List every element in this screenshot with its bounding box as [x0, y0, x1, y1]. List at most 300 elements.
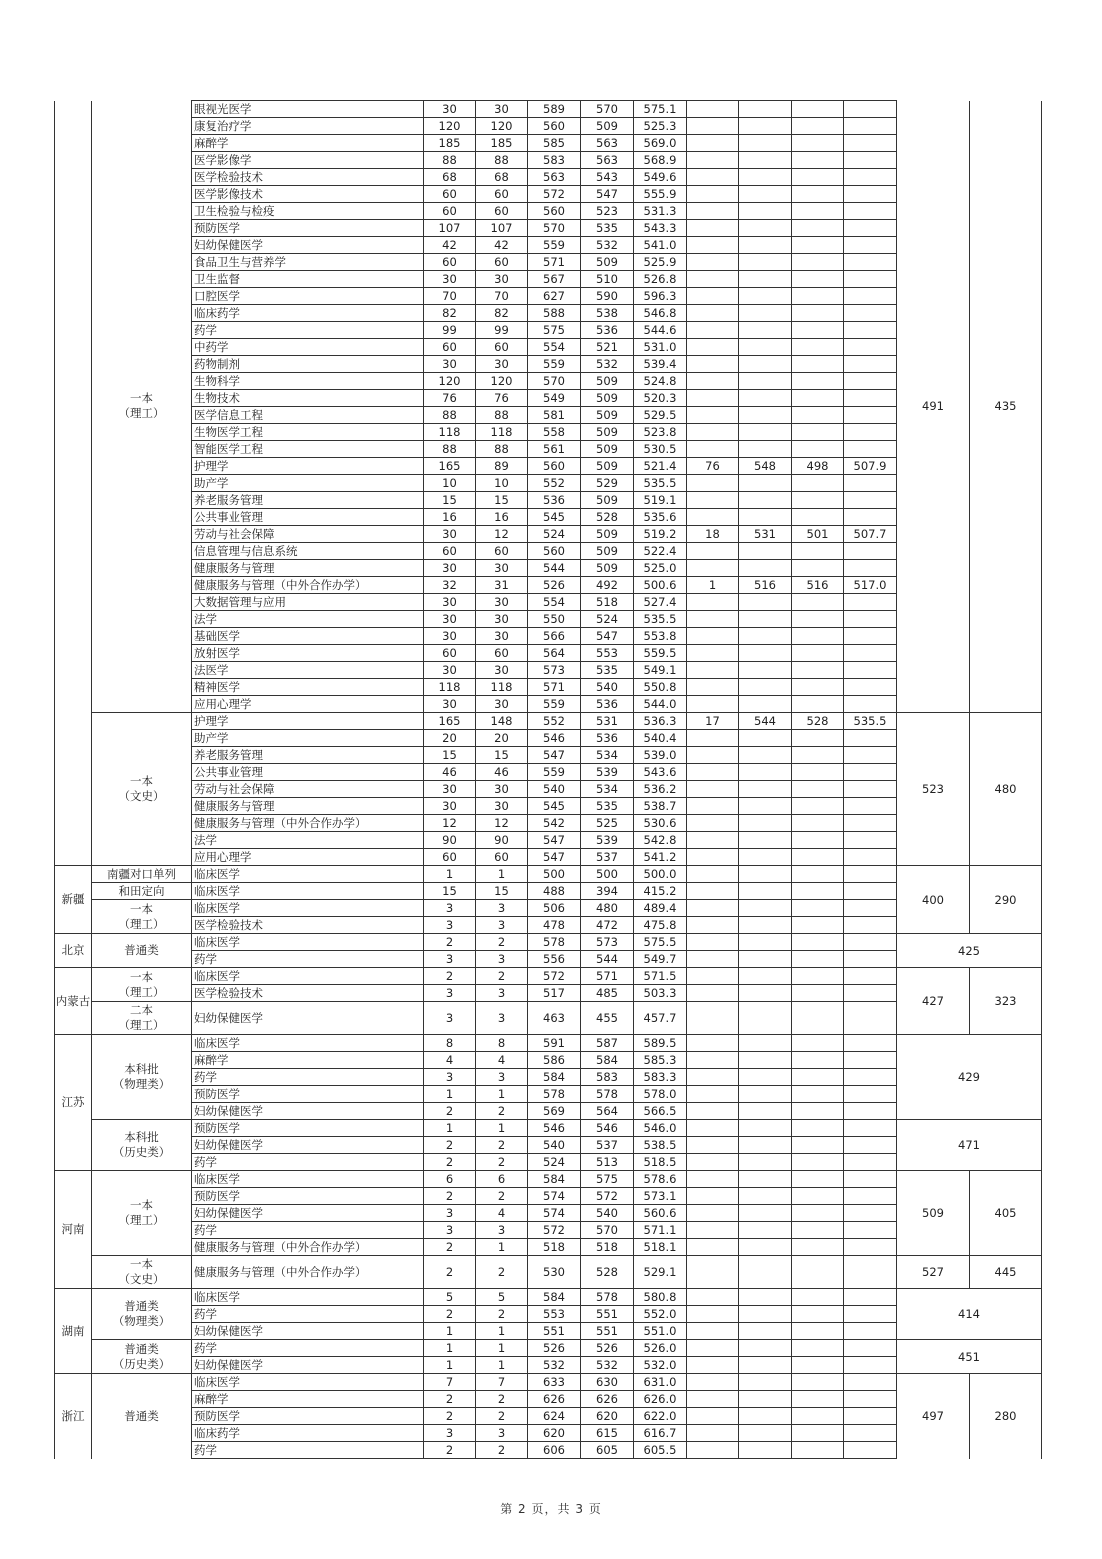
score-cell: 2 [476, 1137, 528, 1154]
score-cell [739, 373, 792, 390]
score-cell [687, 815, 739, 832]
score-cell: 507.7 [844, 526, 897, 543]
major-name: 医学影像学 [192, 152, 424, 169]
score-cell: 566 [528, 628, 581, 645]
score-cell: 517.0 [844, 577, 897, 594]
score-cell [739, 305, 792, 322]
score-cell: 546 [581, 1120, 634, 1137]
score-cell: 30 [424, 594, 476, 611]
score-cell: 591 [528, 1035, 581, 1052]
score-cell: 547 [581, 628, 634, 645]
score-cell [739, 254, 792, 271]
province-cell: 北京 [55, 934, 92, 968]
major-name: 法医学 [192, 662, 424, 679]
score-cell: 518 [528, 1239, 581, 1256]
score-cell: 1 [687, 577, 739, 594]
score-cell [844, 1086, 897, 1103]
major-name: 健康服务与管理（中外合作办学） [192, 1256, 424, 1289]
table-row [55, 815, 1042, 832]
score-cell [739, 169, 792, 186]
table-row [55, 1408, 1042, 1425]
major-name: 助产学 [192, 730, 424, 747]
score-cell [687, 1289, 739, 1306]
major-name: 医学检验技术 [192, 169, 424, 186]
table-row [55, 220, 1042, 237]
score-cell [792, 237, 844, 254]
score-cell [792, 135, 844, 152]
table-row [55, 288, 1042, 305]
score-cell: 60 [476, 849, 528, 866]
score-cell: 583 [528, 152, 581, 169]
score-cell [739, 101, 792, 118]
score-cell [844, 560, 897, 577]
score-cell: 563 [581, 152, 634, 169]
score-cell [739, 186, 792, 203]
province-cell: 新疆 [55, 866, 92, 934]
score-cell [792, 917, 844, 934]
table-row [55, 917, 1042, 934]
score-cell: 8 [476, 1035, 528, 1052]
score-cell: 541.0 [634, 237, 687, 254]
score-cell: 4 [424, 1052, 476, 1069]
score-cell: 513 [581, 1154, 634, 1171]
score-cell [687, 1120, 739, 1137]
score-cell [844, 356, 897, 373]
major-name: 预防医学 [192, 1086, 424, 1103]
score-cell: 6 [476, 1171, 528, 1188]
score-cell: 534 [581, 781, 634, 798]
score-cell: 42 [424, 237, 476, 254]
score-cell [844, 152, 897, 169]
score-cell: 1 [424, 1357, 476, 1374]
score-cell: 528 [581, 509, 634, 526]
score-cell: 535 [581, 798, 634, 815]
score-cell [739, 1374, 792, 1391]
score-cell: 540 [528, 1137, 581, 1154]
score-cell [687, 798, 739, 815]
score-cell [792, 475, 844, 492]
score-cell [687, 186, 739, 203]
score-cell: 509 [581, 254, 634, 271]
score-cell [792, 118, 844, 135]
major-name: 法学 [192, 611, 424, 628]
major-name: 养老服务管理 [192, 747, 424, 764]
control-line-cell: 425 [897, 934, 1042, 968]
score-cell: 30 [476, 356, 528, 373]
score-cell: 120 [424, 118, 476, 135]
score-cell: 570 [528, 373, 581, 390]
score-cell: 485 [581, 985, 634, 1002]
score-cell [687, 356, 739, 373]
score-cell [844, 917, 897, 934]
score-cell: 70 [476, 288, 528, 305]
table-row [55, 577, 1042, 594]
score-cell: 1 [424, 1086, 476, 1103]
score-cell [687, 1154, 739, 1171]
score-cell [844, 1035, 897, 1052]
score-cell: 572 [528, 1222, 581, 1239]
major-name: 妇幼保健医学 [192, 1103, 424, 1120]
score-cell [687, 985, 739, 1002]
score-cell: 626 [581, 1391, 634, 1408]
score-cell [687, 1103, 739, 1120]
score-cell: 544.0 [634, 696, 687, 713]
table-row [55, 543, 1042, 560]
score-cell [739, 1052, 792, 1069]
score-cell: 99 [424, 322, 476, 339]
score-cell [792, 1239, 844, 1256]
score-cell: 620 [581, 1408, 634, 1425]
table-row [55, 934, 1042, 951]
score-cell: 570 [581, 1222, 634, 1239]
score-cell: 563 [528, 169, 581, 186]
score-cell: 520.3 [634, 390, 687, 407]
score-cell [844, 611, 897, 628]
admission-scores-table [54, 100, 1042, 1459]
table-row [55, 118, 1042, 135]
score-cell: 2 [424, 1103, 476, 1120]
score-cell [844, 288, 897, 305]
control-line-cell: 290 [970, 866, 1042, 934]
table-row [55, 951, 1042, 968]
table-row [55, 900, 1042, 917]
score-cell: 554 [528, 339, 581, 356]
batch-cell: 一本 （文史） [92, 1256, 192, 1289]
score-cell: 540 [581, 1205, 634, 1222]
table-row [55, 781, 1042, 798]
table-row [55, 407, 1042, 424]
major-name: 妇幼保健医学 [192, 1323, 424, 1340]
score-cell: 457.7 [634, 1002, 687, 1035]
score-cell [844, 883, 897, 900]
score-cell: 509 [581, 543, 634, 560]
table-row [55, 1357, 1042, 1374]
score-cell: 583 [581, 1069, 634, 1086]
score-cell: 118 [424, 679, 476, 696]
score-cell: 2 [424, 1408, 476, 1425]
score-cell [687, 1052, 739, 1069]
score-cell: 546 [528, 730, 581, 747]
score-cell: 569.0 [634, 135, 687, 152]
score-cell: 88 [424, 152, 476, 169]
table-row [55, 509, 1042, 526]
score-cell: 540 [528, 781, 581, 798]
score-cell: 3 [476, 1002, 528, 1035]
table-row [55, 730, 1042, 747]
score-cell [792, 1002, 844, 1035]
score-cell: 626.0 [634, 1391, 687, 1408]
score-cell [792, 271, 844, 288]
score-cell [739, 1103, 792, 1120]
major-name: 大数据管理与应用 [192, 594, 424, 611]
score-cell: 3 [476, 917, 528, 934]
major-name: 药学 [192, 1154, 424, 1171]
score-cell [844, 1052, 897, 1069]
batch-cell: 普通类 [92, 934, 192, 968]
score-cell: 532 [581, 356, 634, 373]
table-row [55, 560, 1042, 577]
score-cell: 509 [581, 492, 634, 509]
table-row [55, 1002, 1042, 1035]
score-cell [687, 322, 739, 339]
table-row [55, 322, 1042, 339]
score-cell [844, 1357, 897, 1374]
table-row [55, 254, 1042, 271]
score-cell [687, 934, 739, 951]
score-cell: 555.9 [634, 186, 687, 203]
score-cell [792, 968, 844, 985]
score-cell: 543.3 [634, 220, 687, 237]
province-cell: 内蒙古 [55, 968, 92, 1035]
score-cell: 548 [739, 458, 792, 475]
score-cell [792, 611, 844, 628]
score-cell: 536.2 [634, 781, 687, 798]
control-line-cell: 280 [970, 1374, 1042, 1459]
score-cell [687, 1442, 739, 1459]
score-cell [792, 662, 844, 679]
score-cell: 560 [528, 118, 581, 135]
score-cell: 60 [476, 543, 528, 560]
score-cell: 30 [476, 611, 528, 628]
major-name: 眼视光医学 [192, 101, 424, 118]
score-cell [844, 1069, 897, 1086]
score-cell: 552.0 [634, 1306, 687, 1323]
score-cell [687, 254, 739, 271]
score-cell [844, 1154, 897, 1171]
score-cell [844, 1256, 897, 1289]
score-cell: 568.9 [634, 152, 687, 169]
major-name: 药学 [192, 1222, 424, 1239]
major-name: 公共事业管理 [192, 509, 424, 526]
score-cell: 627 [528, 288, 581, 305]
score-cell: 550 [528, 611, 581, 628]
score-cell [844, 1408, 897, 1425]
score-cell: 528 [581, 1256, 634, 1289]
major-name: 信息管理与信息系统 [192, 543, 424, 560]
score-cell: 529 [581, 475, 634, 492]
score-cell: 544 [739, 713, 792, 730]
score-cell: 578 [581, 1289, 634, 1306]
score-cell: 3 [424, 1205, 476, 1222]
major-name: 卫生监督 [192, 271, 424, 288]
score-cell: 3 [476, 1425, 528, 1442]
score-cell [792, 254, 844, 271]
batch-cell: 南疆对口单列 [92, 866, 192, 883]
score-cell: 526 [581, 1340, 634, 1357]
score-cell [844, 237, 897, 254]
score-cell: 500.6 [634, 577, 687, 594]
score-cell [844, 730, 897, 747]
score-cell: 1 [476, 1086, 528, 1103]
score-cell: 538.5 [634, 1137, 687, 1154]
score-cell [739, 866, 792, 883]
score-cell [792, 492, 844, 509]
score-cell [792, 781, 844, 798]
score-cell [792, 747, 844, 764]
score-cell: 530.5 [634, 441, 687, 458]
major-name: 护理学 [192, 458, 424, 475]
score-cell: 549.1 [634, 662, 687, 679]
major-name: 临床医学 [192, 934, 424, 951]
score-cell: 516 [739, 577, 792, 594]
score-cell: 2 [476, 1154, 528, 1171]
score-cell [687, 951, 739, 968]
score-cell: 535 [581, 662, 634, 679]
score-cell: 107 [424, 220, 476, 237]
score-cell: 2 [424, 1442, 476, 1459]
table-row [55, 135, 1042, 152]
major-name: 药学 [192, 1306, 424, 1323]
score-cell [792, 951, 844, 968]
major-name: 临床医学 [192, 1289, 424, 1306]
score-cell: 525.3 [634, 118, 687, 135]
score-cell: 538 [581, 305, 634, 322]
score-cell: 394 [581, 883, 634, 900]
score-cell [739, 203, 792, 220]
score-cell [792, 1052, 844, 1069]
score-cell [792, 679, 844, 696]
score-cell: 531 [739, 526, 792, 543]
score-cell [844, 1239, 897, 1256]
score-cell: 12 [424, 815, 476, 832]
score-cell [687, 492, 739, 509]
score-cell: 539.0 [634, 747, 687, 764]
score-cell: 584 [581, 1052, 634, 1069]
score-cell: 88 [424, 441, 476, 458]
table-row [55, 390, 1042, 407]
table-row [55, 169, 1042, 186]
score-cell [739, 560, 792, 577]
score-cell [739, 662, 792, 679]
score-cell [739, 917, 792, 934]
score-cell: 572 [528, 968, 581, 985]
score-cell [739, 135, 792, 152]
score-cell [739, 951, 792, 968]
score-cell: 615 [581, 1425, 634, 1442]
score-cell [844, 169, 897, 186]
score-cell [687, 696, 739, 713]
score-cell: 532 [581, 237, 634, 254]
score-cell: 10 [424, 475, 476, 492]
score-cell: 536 [581, 322, 634, 339]
score-cell: 488 [528, 883, 581, 900]
score-cell: 536.3 [634, 713, 687, 730]
score-cell: 560 [528, 203, 581, 220]
control-line-cell: 471 [897, 1120, 1042, 1171]
score-cell: 2 [424, 1188, 476, 1205]
score-cell: 546.0 [634, 1120, 687, 1137]
score-cell: 3 [476, 951, 528, 968]
score-cell: 535.5 [634, 611, 687, 628]
score-cell [739, 1171, 792, 1188]
score-cell: 528 [792, 713, 844, 730]
score-cell: 553 [581, 645, 634, 662]
score-cell: 549.7 [634, 951, 687, 968]
score-cell: 3 [424, 951, 476, 968]
score-cell [844, 1002, 897, 1035]
score-cell [687, 1306, 739, 1323]
score-cell: 552 [528, 713, 581, 730]
score-cell [739, 1357, 792, 1374]
score-cell: 3 [424, 985, 476, 1002]
score-cell: 5 [424, 1289, 476, 1306]
score-cell [687, 747, 739, 764]
major-name: 健康服务与管理 [192, 560, 424, 577]
score-cell [844, 781, 897, 798]
score-cell [687, 645, 739, 662]
major-name: 公共事业管理 [192, 764, 424, 781]
score-cell: 575 [528, 322, 581, 339]
score-cell [687, 1256, 739, 1289]
score-cell [739, 1002, 792, 1035]
score-cell [792, 985, 844, 1002]
score-cell: 1 [424, 866, 476, 883]
score-cell: 30 [476, 560, 528, 577]
score-cell: 60 [476, 186, 528, 203]
score-cell: 596.3 [634, 288, 687, 305]
score-cell [792, 424, 844, 441]
major-name: 临床医学 [192, 900, 424, 917]
score-cell: 492 [581, 577, 634, 594]
score-cell [844, 662, 897, 679]
score-cell: 30 [476, 798, 528, 815]
table-row [55, 866, 1042, 883]
major-name: 妇幼保健医学 [192, 237, 424, 254]
score-cell [687, 543, 739, 560]
score-cell: 560 [528, 458, 581, 475]
score-cell [739, 1222, 792, 1239]
score-cell [792, 509, 844, 526]
score-cell [687, 135, 739, 152]
table-row [55, 1239, 1042, 1256]
major-name: 临床医学 [192, 866, 424, 883]
table-row [55, 1306, 1042, 1323]
score-cell [792, 1086, 844, 1103]
score-cell: 536 [581, 696, 634, 713]
major-name: 药学 [192, 1442, 424, 1459]
score-cell [792, 1103, 844, 1120]
score-cell [792, 560, 844, 577]
score-cell: 585.3 [634, 1052, 687, 1069]
score-cell: 503.3 [634, 985, 687, 1002]
score-cell [739, 1188, 792, 1205]
score-cell: 570 [581, 101, 634, 118]
table-row [55, 1069, 1042, 1086]
score-cell: 509 [581, 407, 634, 424]
score-cell: 472 [581, 917, 634, 934]
score-cell [739, 1391, 792, 1408]
score-cell: 148 [476, 713, 528, 730]
score-cell [792, 1374, 844, 1391]
score-cell: 15 [424, 883, 476, 900]
score-cell: 545 [528, 509, 581, 526]
score-cell [792, 645, 844, 662]
score-cell [844, 322, 897, 339]
score-cell: 76 [687, 458, 739, 475]
score-cell: 60 [476, 645, 528, 662]
score-cell: 489.4 [634, 900, 687, 917]
score-cell [844, 186, 897, 203]
score-cell: 82 [476, 305, 528, 322]
table-row [55, 526, 1042, 543]
score-cell [844, 1340, 897, 1357]
score-cell: 524.8 [634, 373, 687, 390]
score-cell [739, 611, 792, 628]
batch-cell: 一本 （理工） [92, 1171, 192, 1256]
score-cell: 559 [528, 356, 581, 373]
score-cell [739, 1035, 792, 1052]
control-line-cell: 497 [897, 1374, 970, 1459]
